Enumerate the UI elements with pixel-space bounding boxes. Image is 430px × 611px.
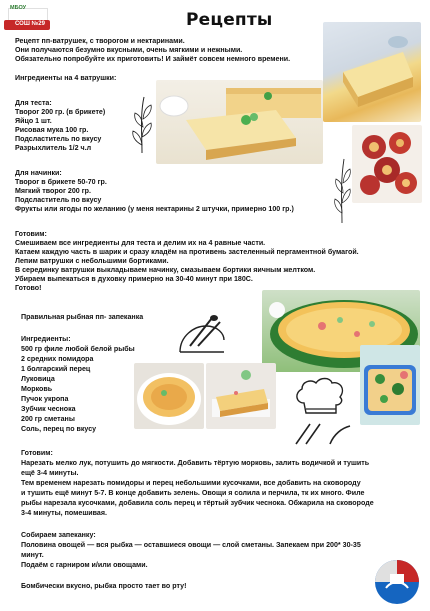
list-item: Морковь bbox=[21, 385, 53, 393]
method-step: ещё 3-4 минуты. bbox=[21, 469, 79, 477]
method-step: Катаем каждую часть в шарик и сразу кладём на противень застеленный пергаментной бумагой. bbox=[15, 248, 359, 256]
broccoli-casserole-photo bbox=[360, 345, 420, 425]
nectarines-photo bbox=[352, 125, 422, 203]
list-item: Зубчик чеснока bbox=[21, 405, 76, 413]
list-item: Подсластитель по вкусу bbox=[15, 196, 102, 204]
text-line: Они получаются безумно вкусными, очень мягкими и нежными. bbox=[15, 46, 243, 54]
ingredients-header: Ингредиенты на 4 ватрушки: bbox=[15, 74, 117, 82]
vatrushka-photo bbox=[156, 80, 323, 164]
page-title: Рецепты bbox=[186, 10, 273, 30]
list-item: 200 гр сметаны bbox=[21, 415, 75, 423]
method-step: Смешиваем все ингредиенты для теста и делим их на 4 равные части. bbox=[15, 239, 266, 247]
fish-casserole-bowl-photo bbox=[134, 363, 204, 429]
publisher-logo-icon bbox=[372, 558, 422, 606]
method-step: Тем временем нарезать помидоры и перец небольшими кусочками, все добавить на сковороду bbox=[21, 479, 361, 487]
closing-line: Бомбически вкусно, рыбка просто тает во рту! bbox=[21, 582, 187, 590]
method-step: и тушить ещё минут 5-7. В конце добавить зелень. Овощи я солила и перчила, тк их много. Филе bbox=[21, 489, 365, 497]
list-item: Творог в брикете 50-70 гр. bbox=[15, 178, 107, 186]
assembly-step: Подаём с гарниром и/или овощами. bbox=[21, 561, 148, 569]
school-logo bbox=[2, 2, 54, 34]
logo-top-text: МБОУ bbox=[10, 5, 27, 11]
recipe2-method-header: Готовим: bbox=[21, 449, 53, 457]
text-line: Рецепт пп-ватрушек, с творогом и нектаринами. bbox=[15, 37, 185, 45]
list-item: 2 средних помидора bbox=[21, 355, 94, 363]
list-item: Луковица bbox=[21, 375, 55, 383]
method-step: Готово! bbox=[15, 284, 42, 292]
recipe2-title: Правильная рыбная пп- запеканка bbox=[21, 313, 144, 321]
list-item: Мягкий творог 200 гр. bbox=[15, 187, 91, 195]
casserole-slice-photo bbox=[206, 363, 276, 429]
method-step: Лепим ватрушки с небольшими бортиками. bbox=[15, 257, 169, 265]
method-step: рыбы нарезала кусочками, добавила соль перец и тёртый зубчик чеснока. Обжарила на сковороде bbox=[21, 499, 374, 507]
logo-bottom-text: СОШ №29 bbox=[15, 21, 45, 27]
list-item: Рисовая мука 100 гр. bbox=[15, 126, 89, 134]
method-step: Нарезать мелко лук, потушить до мягкости. Добавить тёртую морковь, залить водичкой и тушить bbox=[21, 459, 370, 467]
assembly-header: Собираем запеканку: bbox=[21, 531, 96, 539]
text-line: Обязательно попробуйте их приготовить! И займёт совсем немного времени. bbox=[15, 55, 291, 63]
list-item: 1 болгарский перец bbox=[21, 365, 91, 373]
method-step: 3-4 минуты, помешивая. bbox=[21, 509, 107, 517]
cheesecake-photo bbox=[323, 22, 421, 122]
list-item: Пучок укропа bbox=[21, 395, 69, 403]
leaf-icon bbox=[128, 95, 156, 155]
list-item: Фрукты или ягоды по желанию (у меня нектарины 2 штучки, примерно 100 гр.) bbox=[15, 205, 294, 213]
method-header: Готовим: bbox=[15, 230, 47, 238]
cooking-utensils-icon bbox=[176, 312, 228, 358]
assembly-step: Половина овощей — вся рыбка — оставшиеся овощи — слой сметаны. Запекаем при 200* 30-35 bbox=[21, 541, 361, 549]
filling-header: Для начинки: bbox=[15, 169, 62, 177]
dough-header: Для теста: bbox=[15, 99, 52, 107]
list-item: 500 гр филе любой белой рыбы bbox=[21, 345, 135, 353]
herb-icon bbox=[330, 155, 354, 225]
assembly-step: минут. bbox=[21, 551, 44, 559]
list-item: Яйцо 1 шт. bbox=[15, 117, 52, 125]
method-step: В серединку ватрушки выкладываем начинку, смазываем бортики яичным желтком. bbox=[15, 266, 316, 274]
list-item: Подсластитель по вкусу bbox=[15, 135, 102, 143]
recipe2-ingredients-header: Ингредиенты: bbox=[21, 335, 71, 343]
list-item: Соль, перец по вкусу bbox=[21, 425, 97, 433]
list-item: Разрыхлитель 1/2 ч.л bbox=[15, 144, 92, 152]
cutlery-icon bbox=[290, 414, 354, 450]
list-item: Творог 200 гр. (в брикете) bbox=[15, 108, 106, 116]
method-step: Убираем выпекаться в духовку примерно на 30-40 минут при 180С. bbox=[15, 275, 253, 283]
